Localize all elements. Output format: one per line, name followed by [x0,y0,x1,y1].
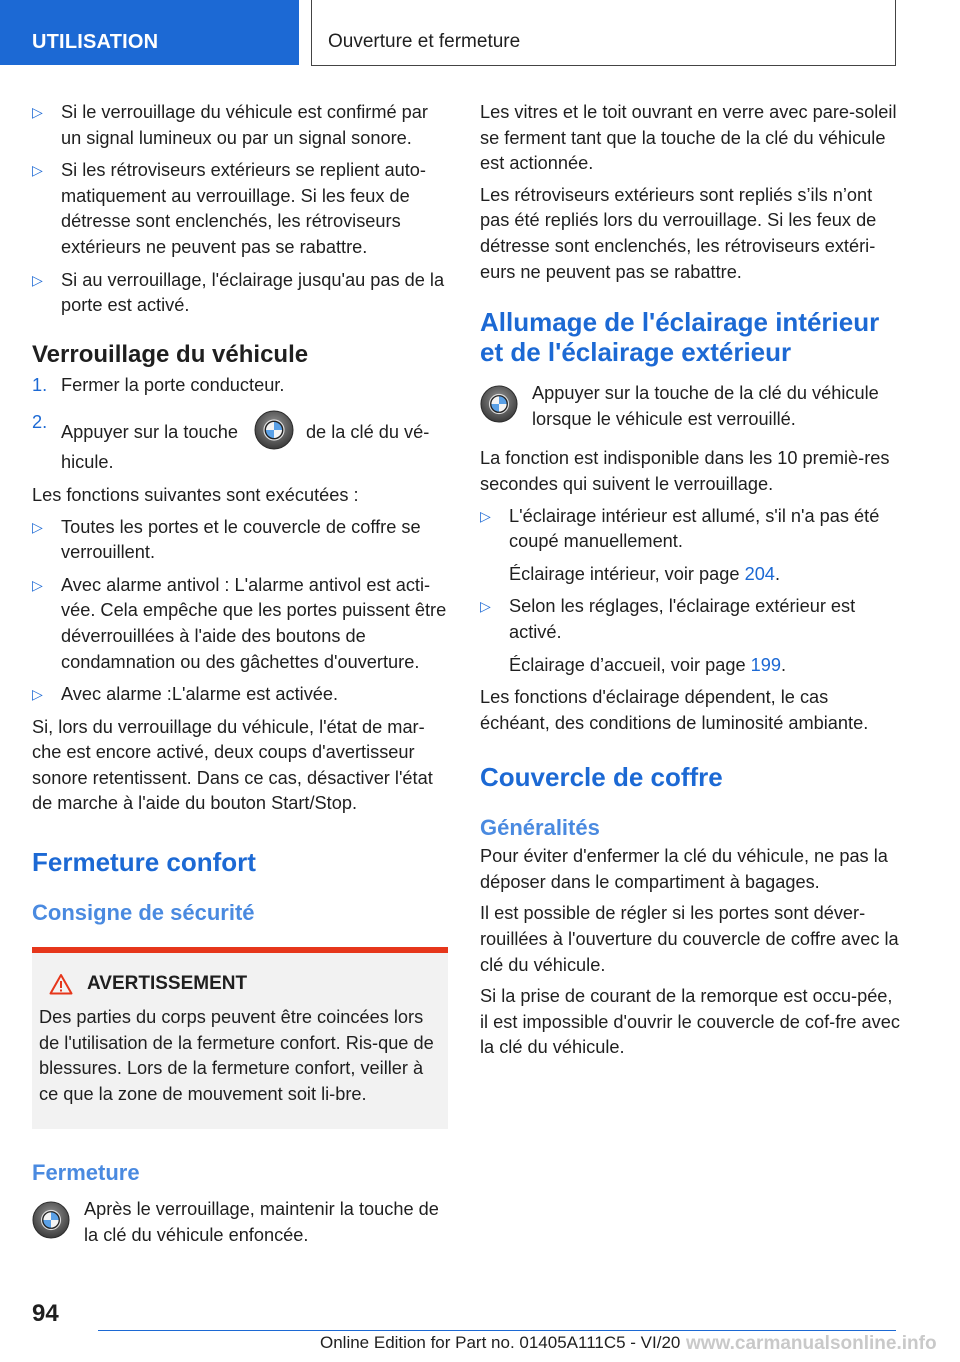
cross-reference: Éclairage intérieur, voir page 204. [509,563,780,584]
triangle-bullet-icon: ▷ [32,162,43,179]
page-link[interactable]: 199 [750,654,781,675]
heading-allumage: Allumage de l'éclairage intérieur et de l'éclairage extérieur [480,307,880,368]
paragraph-remorque: Si la prise de courant de la remorque est occu-pée, il est impossible d'ouvrir le couvercle de cof-fre avec la clé du véhicule. [480,986,900,1058]
warning-triangle-icon [49,973,73,995]
heading-fermeture: Fermeture [32,1160,140,1186]
fermeture-key-instruction: Après le verrouillage, maintenir la touche de la clé du véhicule enfoncée. [32,1197,448,1248]
paragraph-indisponible: La fonction est indisponible dans les 10 premiè-res secondes qui suivent le verrouillage. [480,448,890,494]
watermark: www.carmanualsonline.info [686,1333,937,1354]
paragraph-retroviseurs: Les rétroviseurs extérieurs sont repliés s’ils n’ont pas été repliés lors du verrouillage. Si les feux de détresse sont enclenchés, les rétroviseurs extéri-eurs ne peuvent pas se rabattre. [480,184,877,282]
key-button-icon [254,410,294,450]
triangle-bullet-icon: ▷ [32,271,43,288]
cross-reference: Éclairage d’accueil, voir page 199. [509,654,787,675]
list-item: ▷ Selon les réglages, l'éclairage extérieur est activé. [480,596,856,642]
warning-title: AVERTISSEMENT [87,973,248,995]
list-item: ▷ L'éclairage intérieur est allumé, s'il n'a pas été coupé manuellement. [480,505,880,552]
paragraph-vitres: Les vitres et le toit ouvrant en verre avec pare-soleil se ferment tant que la touche de la clé du véhicule est actionnée. [480,102,897,174]
triangle-bullet-icon: ▷ [480,598,491,615]
heading-couvercle-coffre: Couvercle de coffre [480,762,723,793]
footer-divider [98,1330,896,1331]
functions-intro: Les fonctions suivantes sont exécutées : [32,484,359,505]
list-item: ▷ Si au verrouillage, l'éclairage jusqu'au pas de la porte est activé. [32,269,445,316]
paragraph-deverrouillage: Il est possible de régler si les portes sont déver-rouillées à l'ouverture du couvercle de coffre avec la clé du véhicule. [480,903,899,975]
heading-verrouillage: Verrouillage du véhicule [32,340,309,368]
allumage-key-instruction: Appuyer sur la touche de la clé du véhicule lorsque le véhicule est verrouillé. [480,381,900,432]
key-button-icon [32,1201,70,1239]
triangle-bullet-icon: ▷ [480,507,491,524]
heading-consigne-securite: Consigne de sécurité [32,900,255,926]
triangle-bullet-icon: ▷ [32,576,43,593]
page-link[interactable]: 204 [744,563,775,584]
step-2: 2. Appuyer sur la touche de la clé du vé-hicule. [32,412,430,473]
list-item: ▷ Toutes les portes et le couvercle de coffre se verrouillent. [32,516,421,563]
warning-box [32,947,448,1129]
chapter-title: Ouverture et fermeture [311,0,896,66]
warning-body: Des parties du corps peuvent être coincées lors de l'utilisation de la fermeture confort. Ris-que de blessures. Lors de la fermeture confort, veiller à ce que la zone de mouvement soit li-bre. [39,1007,434,1104]
heading-generalites: Généralités [480,815,600,841]
page-number: 94 [32,1300,59,1327]
footer-edition: Online Edition for Part no. 01405A111C5 - VI/20 [320,1333,681,1352]
section-tab: UTILISATION [0,0,299,65]
left-column [32,100,448,1249]
triangle-bullet-icon: ▷ [32,518,43,535]
paragraph-enfermer-cle: Pour éviter d'enfermer la clé du véhicule, ne pas la déposer dans le compartiment à bagages. [480,846,888,892]
step-1: 1. Fermer la porte conducteur. [32,374,285,395]
paragraph-etat-marche: Si, lors du verrouillage du véhicule, l'état de mar-che est encore activé, deux coups d'avertisseur sonore retentissent. Dans ce cas, désactiver l'état de marche à l'aide du bouton Start/Stop. [32,716,433,814]
triangle-bullet-icon: ▷ [32,686,43,703]
list-item: ▷ Si les rétroviseurs extérieurs se replient auto-matiquement au verrouillage. Si les feux de détresse sont enclenchés, les rétroviseurs extérieurs ne peuvent pas se rabattre. [32,160,426,257]
heading-fermeture-confort: Fermeture confort [32,847,256,878]
warning-header [39,973,440,995]
paragraph-luminosite: Les fonctions d'éclairage dépendent, le cas échéant, des conditions de luminosité ambiante. [480,687,869,733]
list-item: ▷ Si le verrouillage du véhicule est confirmé par un signal lumineux ou par un signal sonore. [32,102,428,148]
list-item: ▷ Avec alarme antivol : L'alarme antivol est acti-vée. Cela empêche que les portes puissent être déverrouillées à l'aide des boutons de condamnation ou des gâchettes d'ouverture. [32,574,447,672]
list-item: ▷ Avec alarme :L'alarme est activée. [32,682,448,708]
triangle-bullet-icon: ▷ [32,104,43,120]
right-column [480,100,900,1067]
key-button-icon [480,385,518,423]
